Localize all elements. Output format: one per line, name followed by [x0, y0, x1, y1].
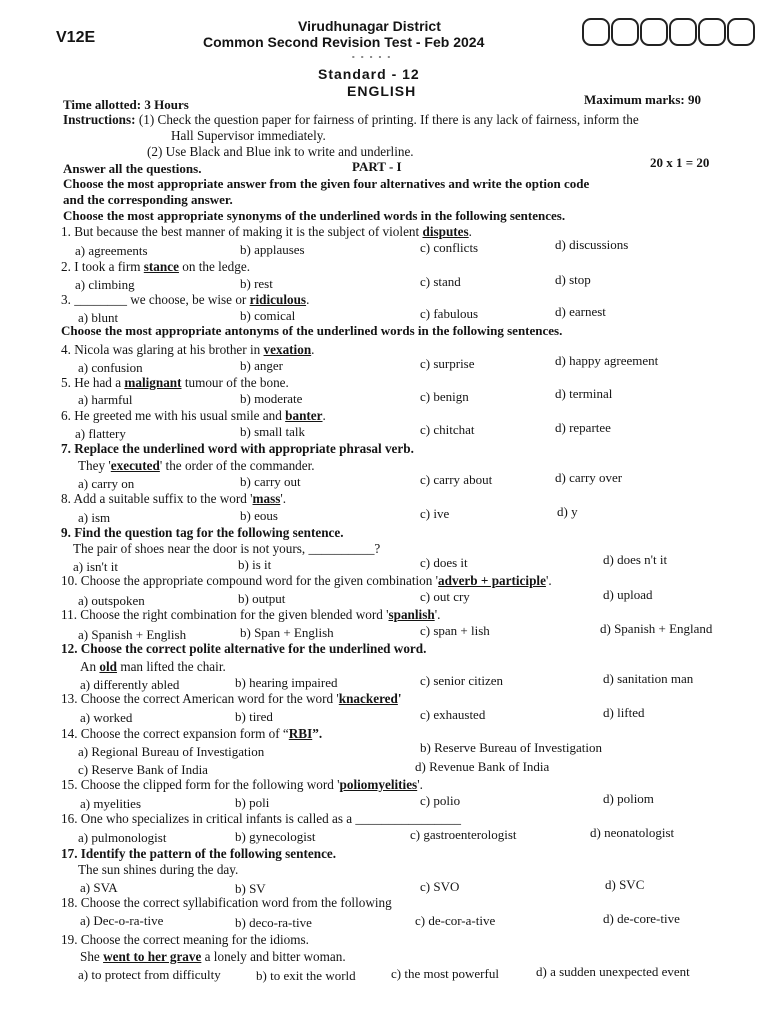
q2-option-a: a) climbing	[75, 277, 135, 292]
q10-option-d: d) upload	[603, 587, 653, 602]
q14-option-d: d) Revenue Bank of India	[415, 759, 550, 774]
q14-option-a: a) Regional Bureau of Investigation	[78, 744, 265, 759]
question-5: 5. He had a malignant tumour of the bone.	[61, 375, 289, 390]
q12-sentence: An old man lifted the chair.	[80, 659, 226, 674]
title-separator: - - - - -	[352, 52, 393, 61]
q13-option-d: d) lifted	[603, 705, 645, 720]
underlined-word: executed	[110, 458, 160, 473]
q17-option-d: d) SVC	[605, 877, 645, 892]
q19-option-a: a) to protect from difficulty	[78, 967, 221, 982]
underlined-word: disputes	[422, 224, 469, 239]
q4-option-b: b) anger	[240, 358, 283, 373]
q8-option-a: a) ism	[78, 510, 111, 525]
q11-option-d: d) Spanish + England	[600, 621, 713, 636]
q18-option-a: a) Dec-o-ra-tive	[80, 913, 164, 928]
q3-option-b: b) comical	[240, 308, 296, 323]
question-7: 7. Replace the underlined word with appropriate phrasal verb.	[61, 441, 414, 456]
question-6: 6. He greeted me with his usual smile and banter.	[61, 408, 326, 423]
question-4: 4. Nicola was glaring at his brother in vexation.	[61, 342, 315, 357]
underlined-word: mass	[252, 491, 281, 506]
q9-option-b: b) is it	[238, 557, 272, 572]
q10-option-b: b) output	[238, 591, 286, 606]
q1-option-a: a) agreements	[75, 243, 148, 258]
q12-option-b: b) hearing impaired	[235, 675, 338, 690]
q6-option-a: a) flattery	[75, 426, 126, 441]
section-antonyms: Choose the most appropriate antonyms of the underlined words in the following sentences.	[61, 323, 563, 338]
q6-option-c: c) chitchat	[420, 422, 475, 437]
q19-option-b: b) to exit the world	[256, 968, 356, 983]
question-18: 18. Choose the correct syllabification word from the following	[61, 895, 392, 910]
q5-option-d: d) terminal	[555, 386, 613, 401]
question-15: 15. Choose the clipped form for the following word 'poliomyelities'.	[61, 777, 423, 792]
q7-option-a: a) carry on	[78, 476, 135, 491]
q2-option-b: b) rest	[240, 276, 273, 291]
q3-option-a: a) blunt	[78, 310, 119, 325]
question-14: 14. Choose the correct expansion form of “RBI”.	[61, 726, 323, 741]
q7-option-c: c) carry about	[420, 472, 493, 487]
q17-option-c: c) SVO	[420, 879, 460, 894]
q13-option-c: c) exhausted	[420, 707, 486, 722]
q16-option-a: a) pulmonologist	[78, 830, 167, 845]
q7-sentence: They 'executed' the order of the commander.	[78, 458, 315, 473]
underlined-word: poliomyelities	[339, 777, 418, 792]
q9-option-a: a) isn't it	[73, 559, 118, 574]
q18-option-c: c) de-cor-a-tive	[415, 913, 496, 928]
q11-option-c: c) span + lish	[420, 623, 490, 638]
q8-option-c: c) ive	[420, 506, 450, 521]
question-8: 8. Add a suitable suffix to the word 'mass'.	[61, 491, 287, 506]
q12-option-c: c) senior citizen	[420, 673, 504, 688]
q9-sentence: The pair of shoes near the door is not yours, __________?	[73, 541, 381, 556]
q5-option-c: c) benign	[420, 389, 469, 404]
instructions-line-1	[63, 112, 639, 128]
q15-option-b: b) poli	[235, 795, 270, 810]
underlined-word: RBI	[288, 726, 313, 741]
question-12: 12. Choose the correct polite alternative for the underlined word.	[61, 641, 427, 656]
q15-option-c: c) polio	[420, 793, 461, 808]
q10-option-c: c) out cry	[420, 589, 470, 604]
q11-option-a: a) Spanish + English	[78, 627, 187, 642]
part-marks: 20 x 1 = 20	[650, 155, 710, 170]
instruction-2: (2) Use Black and Blue ink to write and underline.	[147, 144, 414, 159]
q7-option-d: d) carry over	[555, 470, 623, 485]
q2-option-d: d) stop	[555, 272, 591, 287]
q15-option-d: d) poliom	[603, 791, 654, 806]
underlined-word: vexation	[263, 342, 312, 357]
q8-option-b: b) eous	[240, 508, 278, 523]
q16-option-b: b) gynecologist	[235, 829, 316, 844]
underlined-word: banter	[285, 408, 323, 423]
q9-option-d: d) does n't it	[603, 552, 668, 567]
q18-option-b: b) deco-ra-tive	[235, 915, 312, 930]
q9-option-c: c) does it	[420, 555, 468, 570]
q5-option-a: a) harmful	[78, 392, 133, 407]
q3-option-c: c) fabulous	[420, 306, 479, 321]
q3-option-d: d) earnest	[555, 304, 606, 319]
answer-all-note: Answer all the questions.	[63, 161, 202, 176]
q16-option-d: d) neonatologist	[590, 825, 675, 840]
underlined-word: old	[99, 659, 118, 674]
underlined-word: stance	[143, 259, 179, 274]
q10-option-a: a) outspoken	[78, 593, 145, 608]
part-direction-1: Choose the most appropriate answer from the given four alternatives and write the option code	[63, 176, 590, 191]
q4-option-c: c) surprise	[420, 356, 475, 371]
q19-option-d: d) a sudden unexpected event	[536, 964, 690, 979]
q2-option-c: c) stand	[420, 274, 461, 289]
q5-option-b: b) moderate	[240, 391, 303, 406]
section-synonyms: Choose the most appropriate synonyms of the underlined words in the following sentences.	[63, 208, 566, 223]
question-17: 17. Identify the pattern of the following sentence.	[61, 846, 337, 861]
q14-option-b: b) Reserve Bureau of Investigation	[420, 740, 602, 755]
q17-sentence: The sun shines during the day.	[78, 862, 239, 877]
register-number-boxes	[582, 18, 756, 46]
q13-option-b: b) tired	[235, 709, 273, 724]
q17-option-b: b) SV	[235, 881, 266, 896]
q15-option-a: a) myelities	[80, 796, 142, 811]
paper-code: V12E	[56, 29, 96, 46]
subject-title: ENGLISH	[347, 83, 417, 99]
q12-option-a: a) differently abled	[80, 677, 180, 692]
q7-option-b: b) carry out	[240, 474, 301, 489]
part-title: PART - I	[352, 159, 402, 174]
question-19: 19. Choose the correct meaning for the idioms.	[61, 932, 309, 947]
q13-option-a: a) worked	[80, 710, 133, 725]
question-10: 10. Choose the appropriate compound word for the given combination 'adverb + participle'.	[61, 573, 552, 588]
question-11: 11. Choose the right combination for the given blended word 'spanlish'.	[61, 607, 441, 622]
q6-option-b: b) small talk	[240, 424, 305, 439]
underlined-word: went to her grave	[103, 949, 202, 964]
question-2: 2. I took a firm stance on the ledge.	[61, 259, 250, 274]
q12-option-d: d) sanitation man	[603, 671, 694, 686]
q1-option-c: c) conflicts	[420, 240, 479, 255]
underlined-word: adverb + participle	[438, 573, 546, 588]
q4-option-d: d) happy agreement	[555, 353, 659, 368]
q19-sentence: She went to her grave a lonely and bitter woman.	[80, 949, 346, 964]
test-title: Common Second Revision Test - Feb 2024	[203, 34, 485, 50]
question-1: 1. But because the best manner of making it is the subject of violent disputes.	[61, 224, 472, 239]
question-9: 9. Find the question tag for the following sentence.	[61, 525, 344, 540]
underlined-word: spanlish	[388, 607, 435, 622]
q11-option-b: b) Span + English	[240, 625, 334, 640]
q14-option-c: c) Reserve Bank of India	[78, 762, 208, 777]
q4-option-a: a) confusion	[78, 360, 143, 375]
part-direction-2: and the corresponding answer.	[63, 192, 233, 207]
district-title: Virudhunagar District	[298, 18, 441, 34]
q8-option-d: d) y	[557, 504, 578, 519]
q17-option-a: a) SVA	[80, 880, 118, 895]
q1-option-d: d) discussions	[555, 237, 629, 252]
underlined-word: knackered	[338, 691, 398, 706]
underlined-word: malignant	[124, 375, 182, 390]
question-16: 16. One who specializes in critical infants is called as a ________________	[61, 811, 461, 826]
instruction-1-cont: Hall Supervisor immediately.	[171, 128, 326, 143]
standard-title: Standard - 12	[318, 66, 420, 82]
q19-option-c: c) the most powerful	[391, 966, 499, 981]
instructions-label: Instructions:	[63, 112, 136, 127]
underlined-word: ridiculous	[249, 292, 307, 307]
question-13: 13. Choose the correct American word for the word 'knackered'	[61, 691, 402, 706]
q1-option-b: b) applauses	[240, 242, 305, 257]
maximum-marks: Maximum marks: 90	[584, 92, 701, 107]
q18-option-d: d) de-core-tive	[603, 911, 680, 926]
time-allotted: Time allotted: 3 Hours	[63, 97, 189, 112]
question-3: 3. ________ we choose, be wise or ridiculous.	[61, 292, 310, 307]
q6-option-d: d) repartee	[555, 420, 611, 435]
instruction-1: (1) Check the question paper for fairness of printing. If there is any lack of fairness, inform the	[138, 112, 639, 127]
q16-option-c: c) gastroenterologist	[410, 827, 517, 842]
